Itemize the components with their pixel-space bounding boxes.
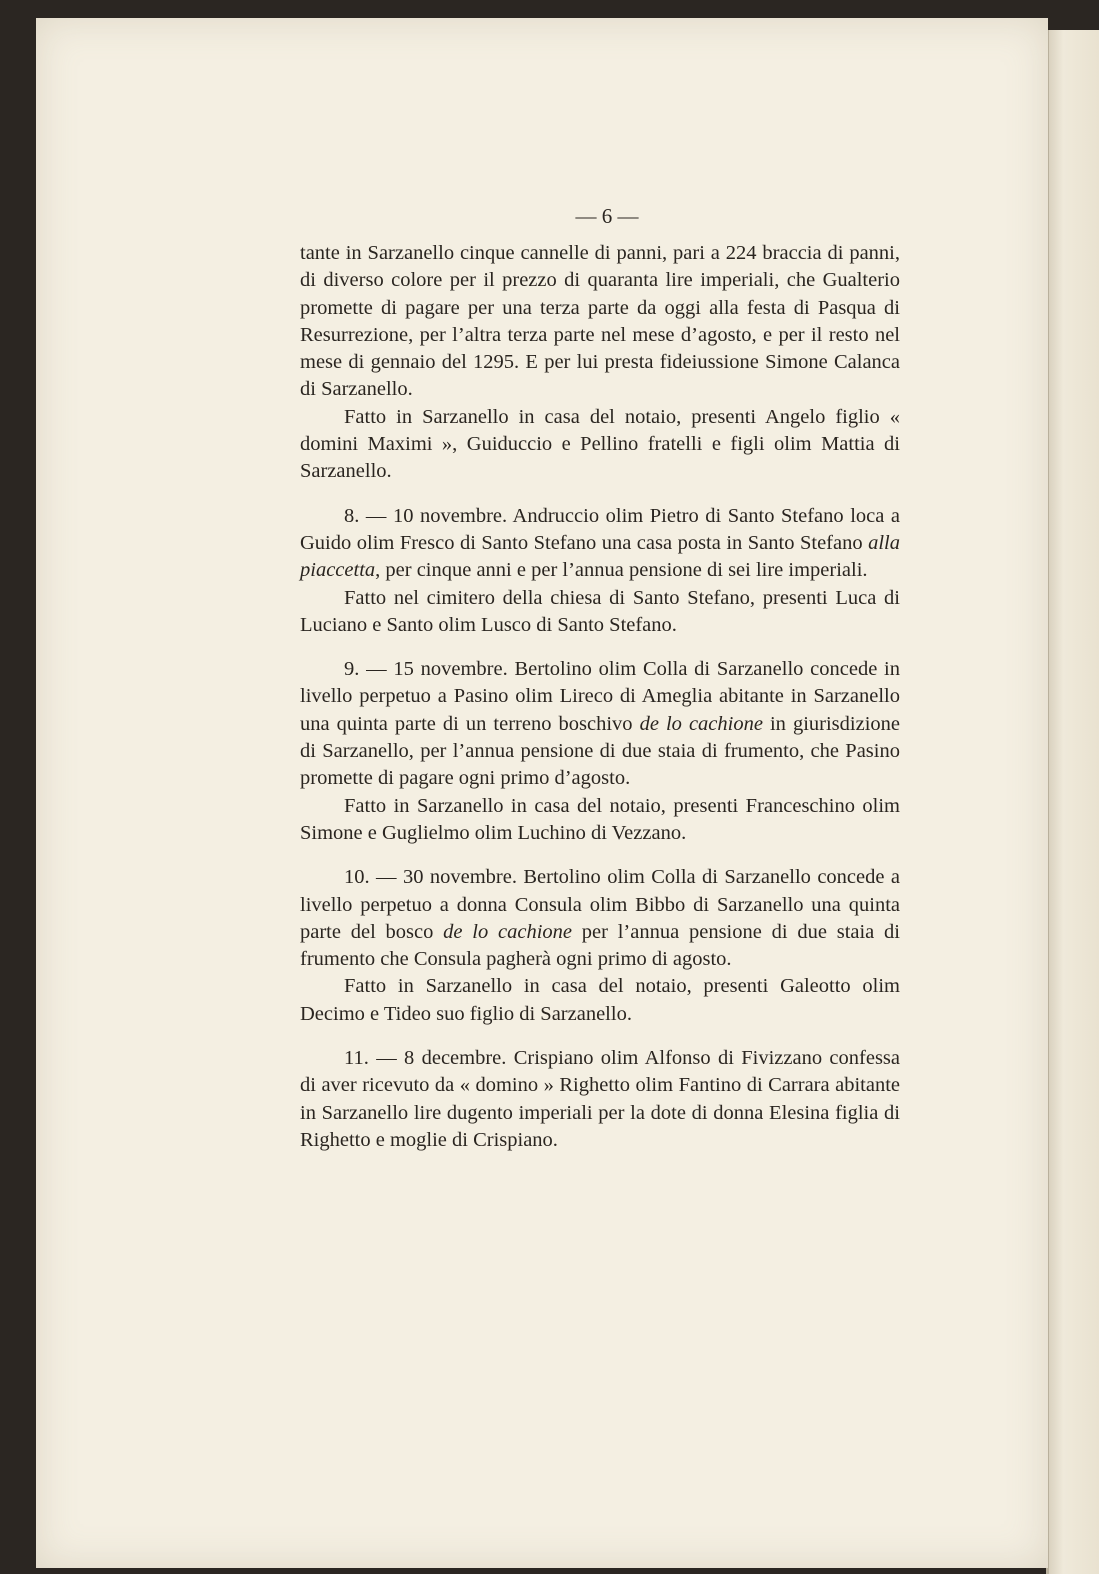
paragraph-4: Fatto nel cimitero della chiesa di Santo Stefano, presenti Luca di Luciano e Santo olim Lusco di Santo Stefano.: [300, 586, 900, 636]
paragraph-1: tante in Sarzanello cinque cannelle di panni, pari a 224 braccia di panni, di diverso colore per il prezzo di quaranta lire imperiali, che Gualterio promette di pagare per una terza parte da oggi alla festa di Pasqua di Resurrezione, per l’altra terza parte nel mese d’agosto, e per il resto nel mese di gennaio del 1295. E per lui presta fideiussione Simone Calanca di Sarzanello.: [300, 242, 900, 401]
document-page: [36, 18, 1048, 1568]
paragraph-2: Fatto in Sarzanello in casa del notaio, presenti Angelo figlio « domini Maximi », Guiduccio e Pellino fratelli e figli olim Mattia di Sarzanello.: [300, 405, 900, 483]
body-text: [300, 240, 900, 1154]
entry-9: 9. — 15 novembre. Bertolino olim Colla di Sarzanello concede in livello perpetuo a Pasino olim Lireco di Ameglia abitante in Sarzanello una quinta parte di un terreno boschivo de lo cachione in giurisdizione di Sarzanello, per l’annua pensione di due staia di frumento, che Pasino promette di pagare ogni primo d’agosto.: [300, 658, 900, 790]
entry-11: 11. — 8 decembre. Crispiano olim Alfonso di Fivizzano confessa di aver ricevuto da « domino » Righetto olim Fantino di Carrara abitante in Sarzanello lire dugento imperiali per la dote di donna Elesina figlia di Righetto e moglie di Crispiano.: [300, 1047, 900, 1151]
italic-term: de lo cachione: [443, 920, 573, 943]
next-page-edge: [1048, 30, 1099, 1574]
paragraph-6: Fatto in Sarzanello in casa del notaio, presenti Franceschino olim Simone e Guglielmo olim Luchino di Vezzano.: [300, 794, 900, 844]
entry-10: 10. — 30 novembre. Bertolino olim Colla di Sarzanello concede a livello perpetuo a donna Consula olim Bibbo di Sarzanello una quinta parte del bosco de lo cachione per l’annua pensione di due staia di frumento che Consula pagherà ogni primo di agosto.: [300, 866, 901, 971]
page-number: — 6 —: [575, 204, 639, 228]
entry-8: 8. — 10 novembre. Andruccio olim Pietro di Santo Stefano loca a Guido olim Fresco di Santo Stefano una casa posta in Santo Stefano alla piaccetta, per cinque anni e per l’annua pensione di sei lire imperiali.: [300, 504, 900, 582]
italic-term: de lo cachione: [639, 712, 763, 735]
paragraph-8: Fatto in Sarzanello in casa del notaio, presenti Galeotto olim Decimo e Tideo suo figlio di Sarzanello.: [300, 975, 900, 1025]
italic-term: alla piaccetta: [300, 531, 900, 582]
